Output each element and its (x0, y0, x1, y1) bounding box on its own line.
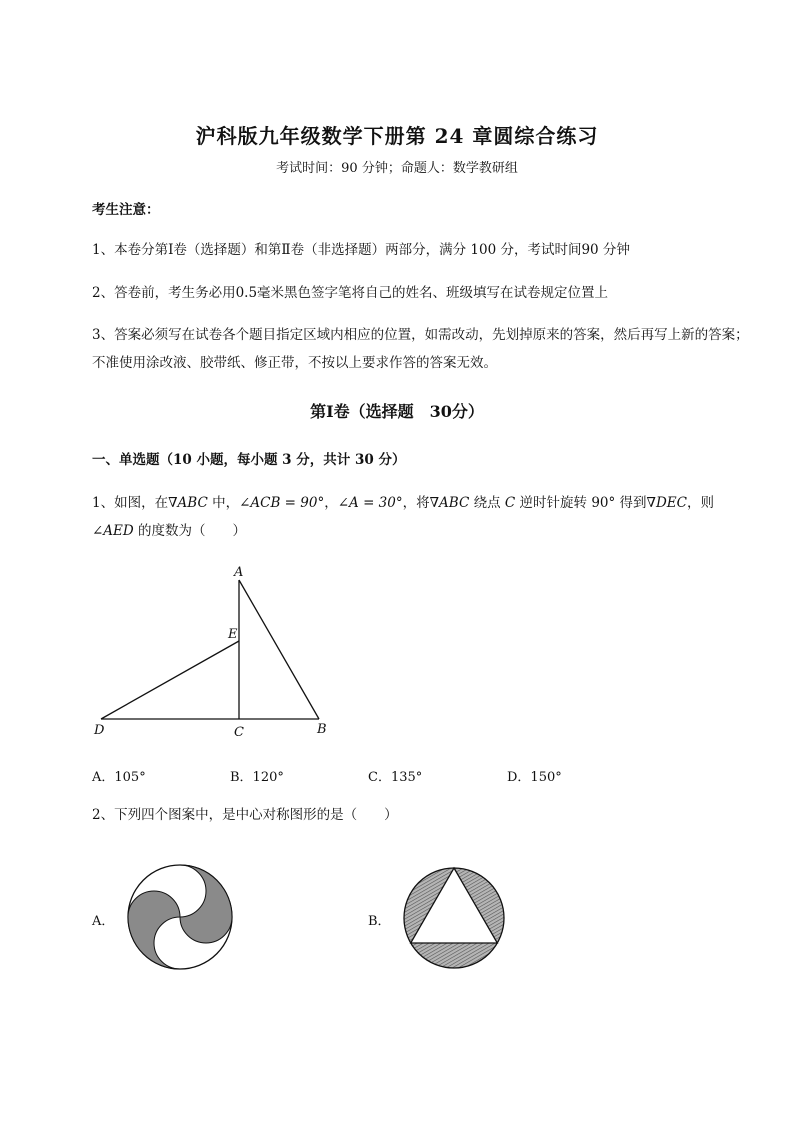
triangle-symbol: ∇ (646, 495, 656, 511)
q1-mid5: ，则 (687, 495, 714, 511)
q2-option-b-label[interactable]: B． (368, 914, 391, 929)
label-e: E (228, 627, 238, 642)
q1-suffix: 的度数为（ ） (133, 523, 247, 539)
q1-mid3: 绕点 (469, 495, 505, 511)
exam-info: 考试时间：90 分钟；命题人：数学教研组 (276, 161, 518, 176)
q1-triangle-abc-2: ABC (439, 495, 470, 511)
q1-comma: ， (324, 495, 338, 511)
q1-mid4: 逆时针旋转 90° 得到 (515, 495, 647, 511)
question-2-text: 2、下列四个图案中，是中心对称图形的是（ ） (92, 807, 398, 823)
q2-option-b-figure (398, 863, 510, 975)
q2-option-a-figure (124, 861, 236, 973)
triangle-symbol: ∇ (429, 495, 440, 511)
q2-option-a-label[interactable]: A． (92, 914, 115, 929)
label-b: B (317, 722, 327, 737)
notice-item-2: 2、答卷前，考生务必用0.5毫米黑色签字笔将自己的姓名、班级填写在试卷规定位置上 (92, 285, 609, 301)
q1-mid1: 中， (207, 495, 240, 511)
q1-angle-a: ∠A = 30° (337, 495, 403, 511)
q1-angle-aed: ∠AED (92, 523, 134, 539)
part-heading: 一、单选题（10 小题，每小题 3 分，共计 30 分） (92, 452, 406, 468)
label-d: D (94, 723, 105, 738)
q1-mid2: ，将 (402, 495, 430, 511)
segment-de (101, 641, 239, 719)
label-a: A (234, 565, 244, 580)
q1-option-a[interactable]: A．105° (92, 770, 146, 785)
triangle-symbol: ∇ (168, 495, 178, 511)
segment-ab (239, 580, 319, 719)
question-1-text (92, 489, 752, 545)
section-title: 第Ⅰ卷（选择题 30分） (310, 402, 484, 421)
q1-option-d[interactable]: D．150° (507, 770, 562, 785)
q1-triangle-figure (88, 560, 348, 745)
q1-triangle-abc: ABC (177, 495, 208, 511)
notice-item-3: 3、答案必须写在试卷各个题目指定区域内相应的位置，如需改动，先划掉原来的答案，然后再写上新的答案；不准使用涂改液、胶带纸、修正带，不按以上要求作答的答案无效。 (92, 327, 749, 371)
q1-prefix: 1、如图，在 (92, 495, 169, 511)
q1-point-c: C (504, 495, 516, 511)
label-c: C (234, 725, 244, 740)
q1-option-c[interactable]: C．135° (368, 770, 423, 785)
page-title: 沪科版九年级数学下册第 24 章圆综合练习 (195, 124, 599, 148)
notice-heading: 考生注意： (92, 202, 160, 218)
q1-angle-acb: ∠ACB = 90° (239, 495, 325, 511)
q1-option-b[interactable]: B．120° (230, 770, 284, 785)
q1-triangle-dec: DEC (655, 495, 687, 511)
notice-item-1: 1、本卷分第Ⅰ卷（选择题）和第Ⅱ卷（非选择题）两部分，满分 100 分，考试时间90 分钟 (92, 242, 630, 258)
